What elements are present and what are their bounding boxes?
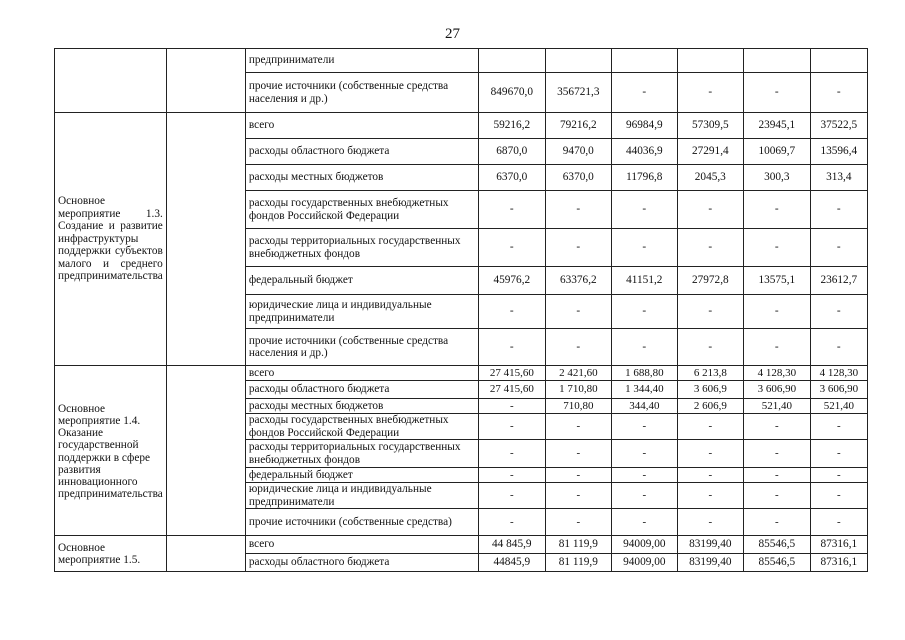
amount-cell	[677, 49, 743, 73]
amount-cell: 23612,7	[810, 267, 867, 295]
funding-source-cell: юридические лица и индивидуальные предприниматели	[245, 483, 478, 509]
amount-cell: -	[611, 468, 677, 483]
amount-cell: -	[677, 191, 743, 229]
amount-cell: -	[478, 414, 545, 440]
amount-cell: -	[677, 229, 743, 267]
amount-cell: -	[611, 440, 677, 468]
budget-table-body	[55, 49, 868, 572]
funding-source-cell: расходы областного бюджета	[245, 139, 478, 165]
amount-cell: -	[743, 229, 810, 267]
funding-source-cell: расходы государственных внебюджетных фондов Российской Федерации	[245, 191, 478, 229]
amount-cell	[810, 49, 867, 73]
amount-cell: -	[810, 509, 867, 536]
amount-cell: -	[478, 440, 545, 468]
amount-cell: 85546,5	[743, 536, 810, 554]
event-name-cell: Основное мероприятие 1.4. Оказание государственной поддержки в сфере развития инновационного предпринимательства	[55, 366, 167, 536]
funding-source-cell: расходы государственных внебюджетных фондов Российской Федерации	[245, 414, 478, 440]
funding-source-cell: расходы областного бюджета	[245, 381, 478, 399]
amount-cell: -	[810, 73, 867, 113]
amount-cell: 81 119,9	[545, 554, 611, 572]
funding-source-cell: расходы территориальных государственных внебюджетных фондов	[245, 229, 478, 267]
amount-cell: 1 710,80	[545, 381, 611, 399]
amount-cell: 27972,8	[677, 267, 743, 295]
amount-cell: -	[611, 414, 677, 440]
funding-source-cell: юридические лица и индивидуальные предприниматели	[245, 295, 478, 329]
amount-cell: 23945,1	[743, 113, 810, 139]
amount-cell: 57309,5	[677, 113, 743, 139]
amount-cell: 41151,2	[611, 267, 677, 295]
amount-cell: 300,3	[743, 165, 810, 191]
amount-cell: 3 606,9	[677, 381, 743, 399]
funding-source-cell: всего	[245, 366, 478, 381]
amount-cell: 313,4	[810, 165, 867, 191]
amount-cell: -	[545, 468, 611, 483]
amount-cell: -	[677, 468, 743, 483]
amount-cell: 44845,9	[478, 554, 545, 572]
amount-cell: -	[743, 483, 810, 509]
amount-cell: 4 128,30	[810, 366, 867, 381]
amount-cell: 11796,8	[611, 165, 677, 191]
amount-cell: -	[810, 483, 867, 509]
amount-cell: -	[611, 509, 677, 536]
amount-cell: 6 213,8	[677, 366, 743, 381]
amount-cell: -	[743, 191, 810, 229]
event-name-cell	[55, 49, 167, 113]
table-row	[55, 366, 868, 381]
event-name-cell: Основное мероприятие 1.3. Создание и развитие инфраструктуры поддержки субъектов малого и среднего предпринимательства	[55, 113, 167, 366]
amount-cell: -	[677, 329, 743, 366]
amount-cell: 94009,00	[611, 536, 677, 554]
amount-cell: -	[478, 468, 545, 483]
funding-source-cell: всего	[245, 536, 478, 554]
amount-cell: 85546,5	[743, 554, 810, 572]
table-row	[55, 49, 868, 73]
amount-cell: 79216,2	[545, 113, 611, 139]
amount-cell: 13596,4	[810, 139, 867, 165]
amount-cell: 81 119,9	[545, 536, 611, 554]
amount-cell	[743, 49, 810, 73]
amount-cell: -	[677, 509, 743, 536]
amount-cell: 27291,4	[677, 139, 743, 165]
amount-cell: -	[743, 295, 810, 329]
amount-cell: 96984,9	[611, 113, 677, 139]
amount-cell: 13575,1	[743, 267, 810, 295]
event-name-cell: Основное мероприятие 1.5.	[55, 536, 167, 572]
funding-source-cell: предприниматели	[245, 49, 478, 73]
amount-cell: 849670,0	[478, 73, 545, 113]
table-row	[55, 113, 868, 139]
funding-source-cell: расходы местных бюджетов	[245, 165, 478, 191]
page-number: 27	[445, 26, 460, 42]
amount-cell: -	[611, 191, 677, 229]
amount-cell: 710,80	[545, 399, 611, 414]
amount-cell: 521,40	[743, 399, 810, 414]
amount-cell: 1 344,40	[611, 381, 677, 399]
amount-cell: -	[478, 191, 545, 229]
amount-cell: 83199,40	[677, 554, 743, 572]
amount-cell: 83199,40	[677, 536, 743, 554]
amount-cell: -	[478, 509, 545, 536]
amount-cell: 37522,5	[810, 113, 867, 139]
funding-source-cell: прочие источники (собственные средства населения и др.)	[245, 73, 478, 113]
amount-cell: -	[810, 468, 867, 483]
amount-cell: 6370,0	[478, 165, 545, 191]
amount-cell: -	[810, 414, 867, 440]
amount-cell: -	[743, 329, 810, 366]
amount-cell: -	[677, 295, 743, 329]
amount-cell: -	[611, 329, 677, 366]
amount-cell: -	[810, 229, 867, 267]
amount-cell: -	[545, 509, 611, 536]
funding-source-cell: прочие источники (собственные средства населения и др.)	[245, 329, 478, 366]
amount-cell: -	[545, 295, 611, 329]
amount-cell: 9470,0	[545, 139, 611, 165]
amount-cell: -	[545, 414, 611, 440]
amount-cell: 3 606,90	[743, 381, 810, 399]
executor-cell	[166, 49, 245, 113]
amount-cell	[611, 49, 677, 73]
amount-cell: -	[545, 229, 611, 267]
amount-cell: -	[545, 440, 611, 468]
amount-cell: 3 606,90	[810, 381, 867, 399]
amount-cell: -	[478, 229, 545, 267]
amount-cell: -	[478, 483, 545, 509]
amount-cell: 44036,9	[611, 139, 677, 165]
amount-cell: -	[545, 483, 611, 509]
funding-source-cell: расходы областного бюджета	[245, 554, 478, 572]
amount-cell	[545, 49, 611, 73]
amount-cell: 87316,1	[810, 554, 867, 572]
amount-cell: 6870,0	[478, 139, 545, 165]
amount-cell: 27 415,60	[478, 381, 545, 399]
amount-cell: 2 606,9	[677, 399, 743, 414]
amount-cell: -	[611, 483, 677, 509]
amount-cell: 87316,1	[810, 536, 867, 554]
funding-source-cell: прочие источники (собственные средства)	[245, 509, 478, 536]
amount-cell: -	[478, 295, 545, 329]
funding-source-cell: расходы местных бюджетов	[245, 399, 478, 414]
amount-cell: -	[478, 329, 545, 366]
amount-cell: -	[810, 295, 867, 329]
amount-cell: -	[743, 509, 810, 536]
amount-cell: 2 421,60	[545, 366, 611, 381]
amount-cell: -	[810, 329, 867, 366]
amount-cell: -	[545, 191, 611, 229]
amount-cell: -	[478, 399, 545, 414]
amount-cell: -	[743, 414, 810, 440]
amount-cell: -	[743, 73, 810, 113]
amount-cell: 2045,3	[677, 165, 743, 191]
amount-cell: -	[611, 229, 677, 267]
amount-cell: -	[677, 73, 743, 113]
table-row	[55, 536, 868, 554]
amount-cell: -	[677, 440, 743, 468]
amount-cell: 4 128,30	[743, 366, 810, 381]
executor-cell	[166, 536, 245, 572]
amount-cell: 1 688,80	[611, 366, 677, 381]
amount-cell: -	[611, 73, 677, 113]
amount-cell: 6370,0	[545, 165, 611, 191]
executor-cell	[166, 366, 245, 536]
budget-table	[54, 48, 868, 572]
executor-cell	[166, 113, 245, 366]
amount-cell: -	[545, 329, 611, 366]
amount-cell	[478, 49, 545, 73]
amount-cell: -	[677, 483, 743, 509]
amount-cell: 59216,2	[478, 113, 545, 139]
funding-source-cell: расходы территориальных государственных внебюджетных фондов	[245, 440, 478, 468]
amount-cell: 521,40	[810, 399, 867, 414]
funding-source-cell: всего	[245, 113, 478, 139]
funding-source-cell: федеральный бюджет	[245, 468, 478, 483]
amount-cell: 45976,2	[478, 267, 545, 295]
amount-cell: 94009,00	[611, 554, 677, 572]
amount-cell: -	[810, 440, 867, 468]
amount-cell: -	[743, 468, 810, 483]
amount-cell: 63376,2	[545, 267, 611, 295]
amount-cell: -	[611, 295, 677, 329]
amount-cell: 10069,7	[743, 139, 810, 165]
funding-source-cell: федеральный бюджет	[245, 267, 478, 295]
amount-cell: -	[743, 440, 810, 468]
amount-cell: 27 415,60	[478, 366, 545, 381]
amount-cell: -	[810, 191, 867, 229]
amount-cell: 44 845,9	[478, 536, 545, 554]
amount-cell: -	[677, 414, 743, 440]
amount-cell: 356721,3	[545, 73, 611, 113]
amount-cell: 344,40	[611, 399, 677, 414]
